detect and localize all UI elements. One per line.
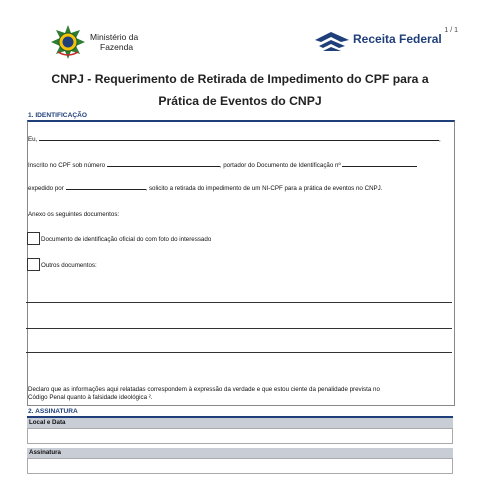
declaration-text: Declaro que as informações aqui relatadas correspondem à expressão da verdade e que estou ciente da penalidade prevista no: [28, 386, 380, 393]
name-line: Eu, ,: [28, 136, 441, 143]
checkbox-id-document-label: Documento de identificação oficial do com foto do interessado: [41, 236, 212, 243]
ministry-logo: [50, 24, 170, 64]
checkbox-other-documents-label: Outros documentos:: [41, 262, 97, 269]
ministry-name: Ministério da Fazenda: [90, 32, 139, 52]
agency-name: Receita Federal: [353, 32, 442, 46]
signature-label: Assinatura: [27, 448, 453, 458]
receita-federal-logo: [313, 28, 443, 56]
document-title-line2: Prática de Eventos do CNPJ: [158, 94, 322, 108]
issuer-field[interactable]: [66, 189, 146, 190]
local-date-field[interactable]: [27, 428, 453, 444]
section-assinatura-label: 2. ASSINATURA: [28, 408, 78, 415]
page-number: 1 / 1: [444, 27, 458, 34]
id-document-field[interactable]: [342, 166, 417, 167]
identification-box: [27, 120, 455, 406]
name-field[interactable]: [39, 140, 439, 141]
declaration-text-2: Código Penal quanto à falsidade ideológica ².: [28, 394, 153, 401]
checkbox-other-documents[interactable]: [27, 258, 40, 271]
other-documents-line-3[interactable]: [26, 352, 452, 353]
other-documents-line-2[interactable]: [26, 328, 452, 329]
section-identificacao-label: 1. IDENTIFICAÇÃO: [28, 112, 87, 119]
checkbox-id-document[interactable]: [27, 232, 40, 245]
signature-field[interactable]: [27, 458, 453, 474]
cpf-field[interactable]: [107, 166, 220, 167]
document-title-line1: CNPJ - Requerimento de Retirada de Impedimento do CPF para a: [51, 72, 429, 86]
expedido-line: expedido por , solicito a retirada do impedimento de um NI-CPF para a prática de eventos no CNPJ.: [28, 185, 383, 192]
local-date-label: Local e Data: [27, 418, 453, 428]
signature-box: [27, 416, 453, 478]
cpf-line: Inscrito no CPF sob número , portador do Documento de Identificação nº: [28, 162, 417, 169]
other-documents-line-1[interactable]: [26, 302, 452, 303]
brazil-coat-of-arms-icon: [50, 24, 86, 60]
receita-federal-logo-icon: [313, 30, 351, 54]
annex-intro: Anexo os seguintes documentos:: [28, 211, 120, 218]
